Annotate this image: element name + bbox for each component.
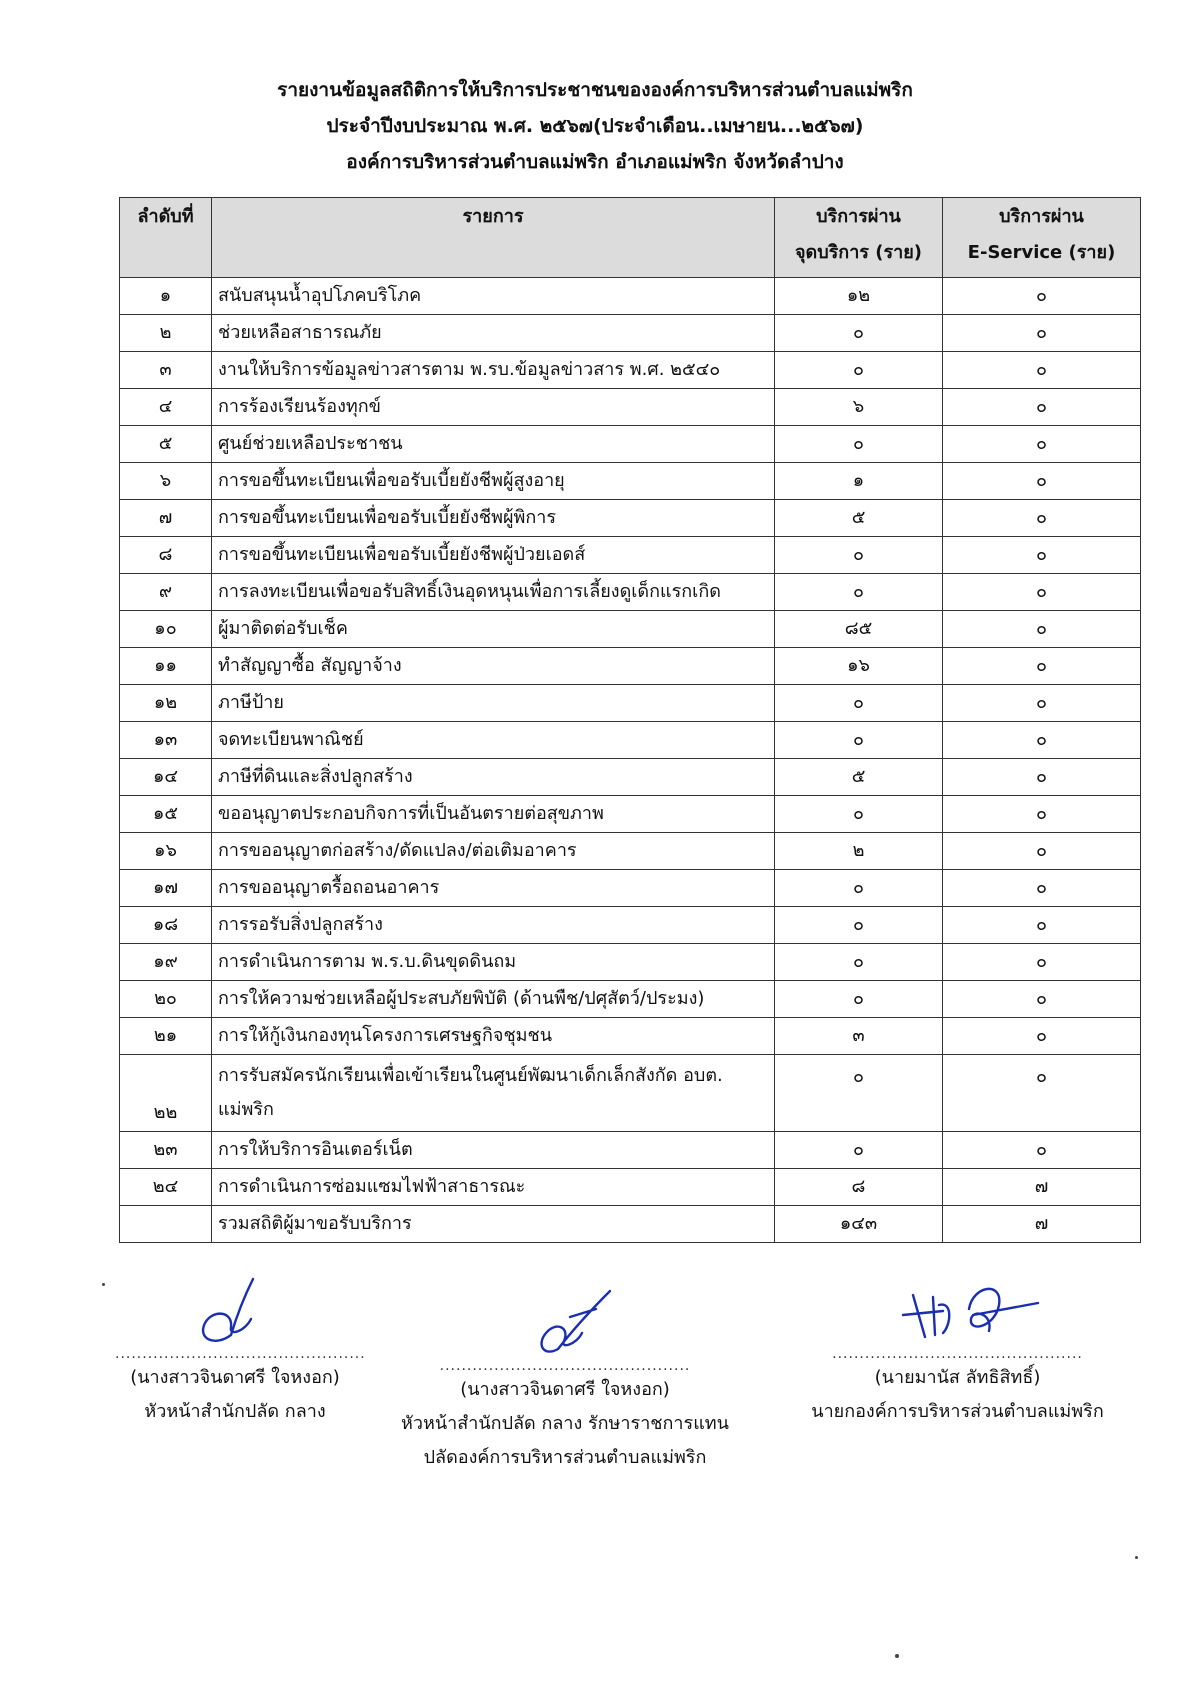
total-label: รวมสถิติผู้มาขอรับบริการ	[212, 1206, 775, 1243]
table-row	[120, 537, 1141, 574]
row-eservice-count: ๐	[943, 537, 1141, 574]
row-number: ๖	[120, 463, 212, 500]
row-eservice-count: ๐	[943, 463, 1141, 500]
row-counter-count: ๓	[775, 1018, 943, 1055]
table-row	[120, 759, 1141, 796]
signer-name-3: (นายมานัส ลัทธิสิทธิ์)	[874, 1367, 1041, 1388]
row-counter-count: ๐	[775, 574, 943, 611]
row-item: ช่วยเหลือสาธารณภัย	[212, 315, 775, 352]
row-counter-count: ๕	[775, 759, 943, 796]
row-number: ๒๔	[120, 1169, 212, 1206]
row-item: ทำสัญญาซื้อ สัญญาจ้าง	[212, 648, 775, 685]
row-counter-count: ๐	[775, 315, 943, 352]
title-line-2: ประจำปีงบประมาณ พ.ศ. ๒๕๖๗(ประจำเดือน..เมษายน...๒๕๖๗)	[326, 115, 864, 137]
row-counter-count: ๖	[775, 389, 943, 426]
row-counter-count: ๐	[775, 1055, 943, 1132]
row-counter-count: ๐	[775, 685, 943, 722]
row-number: ๑๖	[120, 833, 212, 870]
row-counter-count: ๐	[775, 537, 943, 574]
row-counter-count: ๑๒	[775, 278, 943, 315]
header-counter-line-2: จุดบริการ (ราย)	[794, 242, 923, 263]
row-eservice-count: ๐	[943, 907, 1141, 944]
row-number: ๒	[120, 315, 212, 352]
scan-speck	[102, 1283, 105, 1286]
row-item: การลงทะเบียนเพื่อขอรับสิทธิ์เงินอุดหนุนเพื่อการเลี้ยงดูเด็กแรกเกิด	[212, 574, 775, 611]
signature-line-3: ..............................................	[832, 1346, 1083, 1362]
row-item: การดำเนินการซ่อมแซมไฟฟ้าสาธารณะ	[212, 1169, 775, 1206]
row-number: ๑๙	[120, 944, 212, 981]
row-item: การดำเนินการตาม พ.ร.บ.ดินขุดดินถม	[212, 944, 775, 981]
row-number: ๓	[120, 352, 212, 389]
row-counter-count: ๘	[775, 1169, 943, 1206]
row-item: การขอขึ้นทะเบียนเพื่อขอรับเบี้ยยังชีพผู้สูงอายุ	[212, 463, 775, 500]
row-counter-count: ๐	[775, 944, 943, 981]
row-counter-count: ๐	[775, 722, 943, 759]
table-row	[120, 722, 1141, 759]
row-eservice-count: ๐	[943, 648, 1141, 685]
row-item: ศูนย์ช่วยเหลือประชาชน	[212, 426, 775, 463]
title-line-3: องค์การบริหารส่วนตำบลแม่พริก อำเภอแม่พริก จังหวัดลำปาง	[346, 151, 844, 173]
header-counter	[775, 198, 943, 278]
signer-position-2b: ปลัดองค์การบริหารส่วนตำบลแม่พริก	[423, 1447, 707, 1468]
row-item: การให้กู้เงินกองทุนโครงการเศรษฐกิจชุมชน	[212, 1018, 775, 1055]
row-item: การขอขึ้นทะเบียนเพื่อขอรับเบี้ยยังชีพผู้ป่วยเอดส์	[212, 537, 775, 574]
signature-mark-3	[795, 1275, 1120, 1347]
row-item: จดทะเบียนพาณิชย์	[212, 722, 775, 759]
row-number: ๑๑	[120, 648, 212, 685]
row-number: ๗	[120, 500, 212, 537]
row-number: ๑๕	[120, 796, 212, 833]
table-row	[120, 352, 1141, 389]
row-number: ๑๗	[120, 870, 212, 907]
table-row	[120, 981, 1141, 1018]
scan-speck	[895, 1654, 899, 1658]
table-row	[120, 426, 1141, 463]
total-row	[120, 1206, 1141, 1243]
row-eservice-count: ๐	[943, 981, 1141, 1018]
table-row	[120, 944, 1141, 981]
row-eservice-count: ๐	[943, 1018, 1141, 1055]
table-row	[120, 833, 1141, 870]
row-number: ๒๐	[120, 981, 212, 1018]
row-counter-count: ๐	[775, 981, 943, 1018]
row-eservice-count: ๐	[943, 315, 1141, 352]
signer-position-1: หัวหน้าสำนักปลัด กลาง	[144, 1401, 326, 1422]
row-eservice-count: ๐	[943, 389, 1141, 426]
row-item: การขออนุญาตรื้อถอนอาคาร	[212, 870, 775, 907]
signature-block-2	[400, 1287, 730, 1475]
signature-block-3	[795, 1275, 1120, 1429]
report-title	[0, 72, 1190, 180]
signer-name-2: (นางสาวจินดาศรี ใจหงอก)	[460, 1379, 670, 1400]
row-number: ๙	[120, 574, 212, 611]
row-counter-count: ๐	[775, 870, 943, 907]
signature-mark-1	[115, 1275, 355, 1347]
row-item: สนับสนุนน้ำอุปโภคบริโภค	[212, 278, 775, 315]
row-counter-count: ๑	[775, 463, 943, 500]
row-eservice-count: ๗	[943, 1169, 1141, 1206]
row-number: ๑๐	[120, 611, 212, 648]
table-row	[120, 1018, 1141, 1055]
signature-block-1	[115, 1275, 366, 1429]
header-no: ลำดับที่	[120, 198, 212, 278]
row-eservice-count: ๐	[943, 1132, 1141, 1169]
row-counter-count: ๐	[775, 1132, 943, 1169]
row-counter-count: ๐	[775, 352, 943, 389]
table-row	[120, 907, 1141, 944]
signer-name-1: (นางสาวจินดาศรี ใจหงอก)	[130, 1367, 340, 1388]
row-eservice-count: ๐	[943, 278, 1141, 315]
header-eservice-line-1: บริการผ่าน	[999, 206, 1084, 227]
row-item: การร้องเรียนร้องทุกข์	[212, 389, 775, 426]
row-eservice-count: ๐	[943, 574, 1141, 611]
row-counter-count: ๑๖	[775, 648, 943, 685]
signature-mark-2	[400, 1287, 730, 1359]
row-eservice-count: ๐	[943, 759, 1141, 796]
row-item: ภาษีที่ดินและสิ่งปลูกสร้าง	[212, 759, 775, 796]
row-number: ๑๓	[120, 722, 212, 759]
table-row	[120, 1132, 1141, 1169]
handwritten-signature-icon	[175, 1275, 295, 1347]
table-row	[120, 315, 1141, 352]
row-number: ๒๒	[120, 1055, 212, 1132]
table-row	[120, 611, 1141, 648]
table-row	[120, 870, 1141, 907]
total-eservice-count: ๗	[943, 1206, 1141, 1243]
row-item: การรอรับสิ่งปลูกสร้าง	[212, 907, 775, 944]
row-eservice-count: ๐	[943, 685, 1141, 722]
total-counter-count: ๑๔๓	[775, 1206, 943, 1243]
row-number: ๔	[120, 389, 212, 426]
row-item: ผู้มาติดต่อรับเช็ค	[212, 611, 775, 648]
header-eservice-line-2: E-Service (ราย)	[967, 242, 1116, 263]
row-item: การให้บริการอินเตอร์เน็ต	[212, 1132, 775, 1169]
row-eservice-count: ๐	[943, 722, 1141, 759]
row-eservice-count: ๐	[943, 500, 1141, 537]
signature-line-2: ..............................................	[439, 1358, 691, 1374]
table-row	[120, 1169, 1141, 1206]
handwritten-signature-icon	[500, 1287, 630, 1359]
row-item: การให้ความช่วยเหลือผู้ประสบภัยพิบัติ (ด้านพืช/ปศุสัตว์/ประมง)	[212, 981, 775, 1018]
row-item: ขออนุญาตประกอบกิจการที่เป็นอันตรายต่อสุขภาพ	[212, 796, 775, 833]
row-counter-count: ๐	[775, 907, 943, 944]
row-item: การรับสมัครนักเรียนเพื่อเข้าเรียนในศูนย์พัฒนาเด็กเล็กสังกัด อบต. แม่พริก	[212, 1055, 775, 1132]
row-counter-count: ๘๕	[775, 611, 943, 648]
signer-position-3: นายกองค์การบริหารส่วนตำบลแม่พริก	[811, 1401, 1104, 1422]
row-counter-count: ๐	[775, 426, 943, 463]
row-number: ๑๒	[120, 685, 212, 722]
table-row	[120, 463, 1141, 500]
row-counter-count: ๒	[775, 833, 943, 870]
row-item: ภาษีป้าย	[212, 685, 775, 722]
row-number: ๑๘	[120, 907, 212, 944]
row-number: ๒๓	[120, 1132, 212, 1169]
signature-section	[0, 1275, 1190, 1505]
signer-position-2: หัวหน้าสำนักปลัด กลาง รักษาราชการแทน	[401, 1413, 729, 1434]
header-counter-line-1: บริการผ่าน	[816, 206, 901, 227]
row-number: ๒๑	[120, 1018, 212, 1055]
table-row	[120, 500, 1141, 537]
table-body	[120, 278, 1141, 1243]
row-eservice-count: ๐	[943, 611, 1141, 648]
row-number: ๕	[120, 426, 212, 463]
row-eservice-count: ๐	[943, 870, 1141, 907]
total-row-blank	[120, 1206, 212, 1243]
row-item: การขออนุญาตก่อสร้าง/ดัดแปลง/ต่อเติมอาคาร	[212, 833, 775, 870]
row-number: ๑	[120, 278, 212, 315]
row-item: งานให้บริการข้อมูลข่าวสารตาม พ.รบ.ข้อมูลข่าวสาร พ.ศ. ๒๕๔๐	[212, 352, 775, 389]
row-number: ๘	[120, 537, 212, 574]
table-row	[120, 1055, 1141, 1132]
handwritten-signature-icon	[873, 1275, 1043, 1347]
row-eservice-count: ๐	[943, 426, 1141, 463]
table-row	[120, 648, 1141, 685]
row-item: การขอขึ้นทะเบียนเพื่อขอรับเบี้ยยังชีพผู้พิการ	[212, 500, 775, 537]
header-item: รายการ	[212, 198, 775, 278]
table-row	[120, 574, 1141, 611]
row-counter-count: ๕	[775, 500, 943, 537]
table-row	[120, 796, 1141, 833]
table-header	[120, 198, 1141, 278]
row-eservice-count: ๐	[943, 944, 1141, 981]
table-row	[120, 685, 1141, 722]
header-eservice	[943, 198, 1141, 278]
row-eservice-count: ๐	[943, 1055, 1141, 1132]
scan-speck	[1135, 1556, 1138, 1559]
row-eservice-count: ๐	[943, 796, 1141, 833]
table-row	[120, 278, 1141, 315]
row-eservice-count: ๐	[943, 352, 1141, 389]
statistics-table	[119, 197, 1141, 1243]
title-line-1: รายงานข้อมูลสถิติการให้บริการประชาชนขององค์การบริหารส่วนตำบลแม่พริก	[277, 79, 913, 101]
table-row	[120, 389, 1141, 426]
row-number: ๑๔	[120, 759, 212, 796]
row-eservice-count: ๐	[943, 833, 1141, 870]
signature-line-1: ..............................................	[115, 1346, 366, 1362]
row-counter-count: ๐	[775, 796, 943, 833]
